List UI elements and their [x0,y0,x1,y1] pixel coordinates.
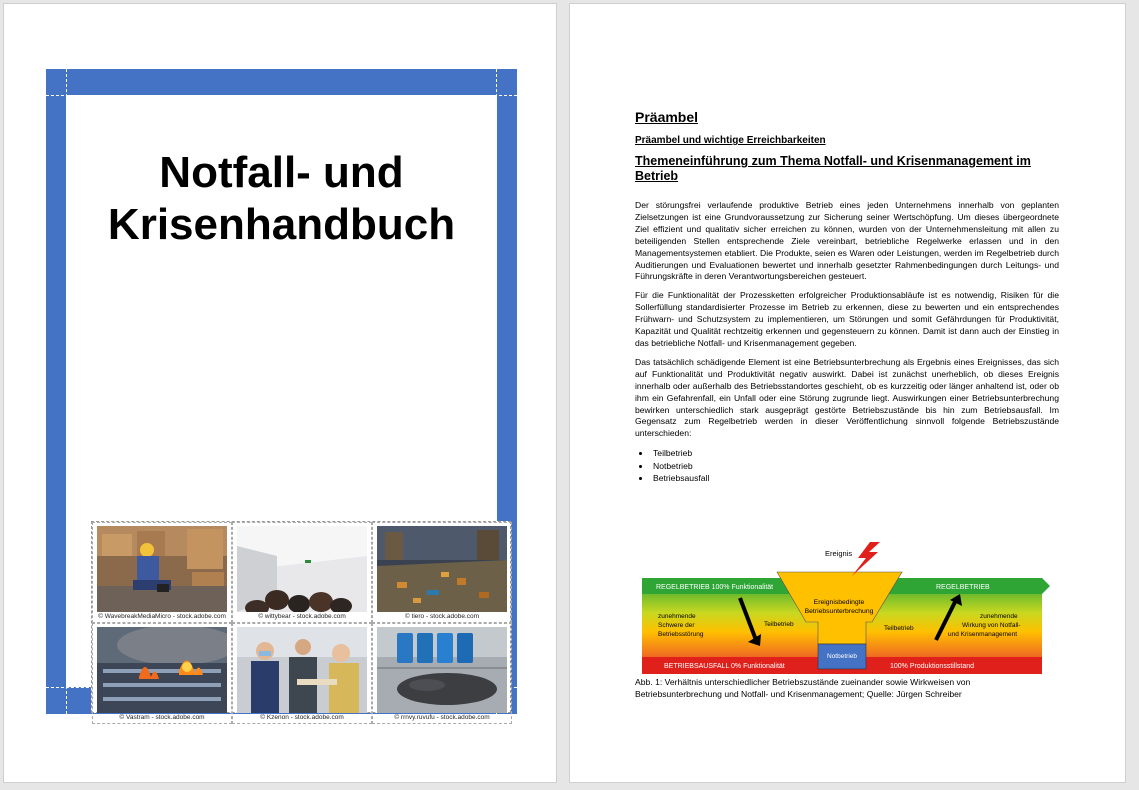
left-mid-label3: Betriebsstörung [658,631,704,638]
left-mid-label1: zunehmende [658,613,696,620]
photo-grid [91,521,511,721]
bullet-item: • Betriebsausfall [651,472,1059,485]
operating-states-diagram [640,540,1053,676]
photo-cell [372,623,512,724]
cover-title-line1: Notfall- und [159,148,404,197]
funnel-label-line1: Ereignisbedingte [813,599,865,606]
produktionsstillstand-label: 100% Produktionsstillstand [890,663,975,670]
photo-credit: © rrnvy.ruvufu - stock.adobe.com [394,714,490,721]
content-page [569,3,1126,783]
cover-page [3,3,557,783]
paragraph: Für die Funktionalität der Prozessketten erfolgreicher Produktionsabläufe ist es notwendig, Risiken für die Sollerfüllung standardisierter Prozesse im Betrieb zu erkennen, diese zu bewerten und ein entsprechendes Frühwarn- und Schutzsystem zu implementieren, um Störungen und somit Gefährdungen für Produktivität, Kapazität und Qualität rechtzeitig erkennen und gegensteuern zu können. Damit ist dann auch der Einstieg in das betriebliche Notfall- und Krisenmanagement gegeben. [635,290,1059,348]
chemical-barrels-photo [377,627,507,713]
right-mid-label1: zunehmende [980,613,1018,620]
cover-title [66,147,497,251]
people-masks-photo [237,627,367,713]
photo-credit: © tiero - stock.adobe.com [404,613,480,620]
right-mid-label3: und Krisenmanagement [948,631,1018,638]
photo-credit: © Kzenon - stock.adobe.com [260,714,344,721]
paragraph: Das tatsächlich schädigende Element ist eine Betriebsunterbrechung als Ergebnis eines Ereignisses, das sich auf Funktionalität und Produktivität negativ auswirkt. Dabei ist zunächst unerheblich, ob dieses Ereignis innerhalb oder außerhalb des Betriebsstandortes geschieht, ob es kurzzeitig oder länger anhaltend ist, oder ob ihm ein Gefahrenfall, ein Unfall oder eine Störung zugrunde liegt. Auswirkungen einer Betriebsunterbrechung bewirken unterschiedlich stark ausgeprägt gestörte Betriebszustände bis hin zum Betriebsausfall. Im Gegensatz zum Regelbetrieb werden in dieser Veröffentlichung sinnvoll folgende Betriebszustände unterschieden: [635,356,1059,439]
bullet-item: • Teilbetrieb [651,447,1059,460]
heading-praeambel: Präambel [635,109,699,125]
ereignis-label: Ereignis [825,549,853,558]
photo-cell [92,522,232,623]
photo-credit: © Vastram - stock.adobe.com [119,714,205,721]
teilbetrieb-right-label: Teilbetrieb [884,625,914,632]
bullet-list [635,447,1059,485]
lightning-icon [852,542,880,576]
heading-erreichbarkeiten: Präambel und wichtige Erreichbarkeiten [635,135,826,146]
cover-inner [66,95,497,721]
regelbetrieb-right-label: REGELBETRIEB [936,584,990,591]
warehouse-worker-photo [97,526,227,612]
photo-credit: © wittybear - stock.adobe.com [258,613,346,620]
teilbetrieb-left-label: Teilbetrieb [764,621,794,628]
cover-title-line2: Krisenhandbuch [107,200,456,249]
photo-cell [232,623,372,724]
burning-building-photo [97,627,227,713]
notbetrieb-label: Notbetrieb [827,653,857,660]
document-body [635,109,1059,485]
right-mid-label2: Wirkung von Notfall- [962,622,1021,629]
regelbetrieb-left-label: REGELBETRIEB 100% Funktionalität [656,584,774,591]
cover-frame [46,69,517,721]
paragraph: Der störungsfrei verlaufende produktive Betrieb eines jeden Unternehmens innerhalb von geplanten Zielsetzungen ist eine Grundvoraussetzung zur Sicherung seiner Wertschöpfung. Um dieses übergeordnete Ziel effizient und qualitativ sicher erreichen zu können, wurden von der Unternehmensleitung mit allen zu beteiligenden Stellen entsprechende Ziele vereinbart, betriebliche Regelwerke erlassen und in den Managementsystemen etabliert. Die Produkte, seien es Waren oder Leistungen, werden im Regelbetrieb durch Auditierungen und Evaluationen bewertet und innerhalb gesetzter Rahmenbedingungen durch Leitungs- und Führungskräfte in deren Verantwortungsbereichen gesteuert. [635,200,1059,282]
betriebsausfall-label: BETRIEBSAUSFALL 0% Funktionalität [664,663,785,670]
photo-cell [232,522,372,623]
damaged-warehouse-photo [377,526,507,612]
heading-themeneinfuehrung: Themeneinführung zum Thema Notfall- und Krisenmanagement im Betrieb [635,154,1031,183]
left-mid-label2: Schwere der [658,622,695,629]
photo-cell [372,522,512,623]
bullet-item: • Notbetrieb [651,460,1059,473]
photo-cell [92,623,232,724]
meeting-room-photo [237,526,367,612]
funnel-label-line2: Betriebsunterbrechung [804,608,874,615]
photo-credit: © WavebreakMediaMicro - stock.adobe.com [98,613,226,620]
figure-caption: Abb. 1: Verhältnis unterschiedlicher Betriebszustände zueinander sowie Wirkweisen von Betriebsunterbrechung und Notfall- und Krisenmanagement; Quelle: Jürgen Schreiber [635,677,971,699]
